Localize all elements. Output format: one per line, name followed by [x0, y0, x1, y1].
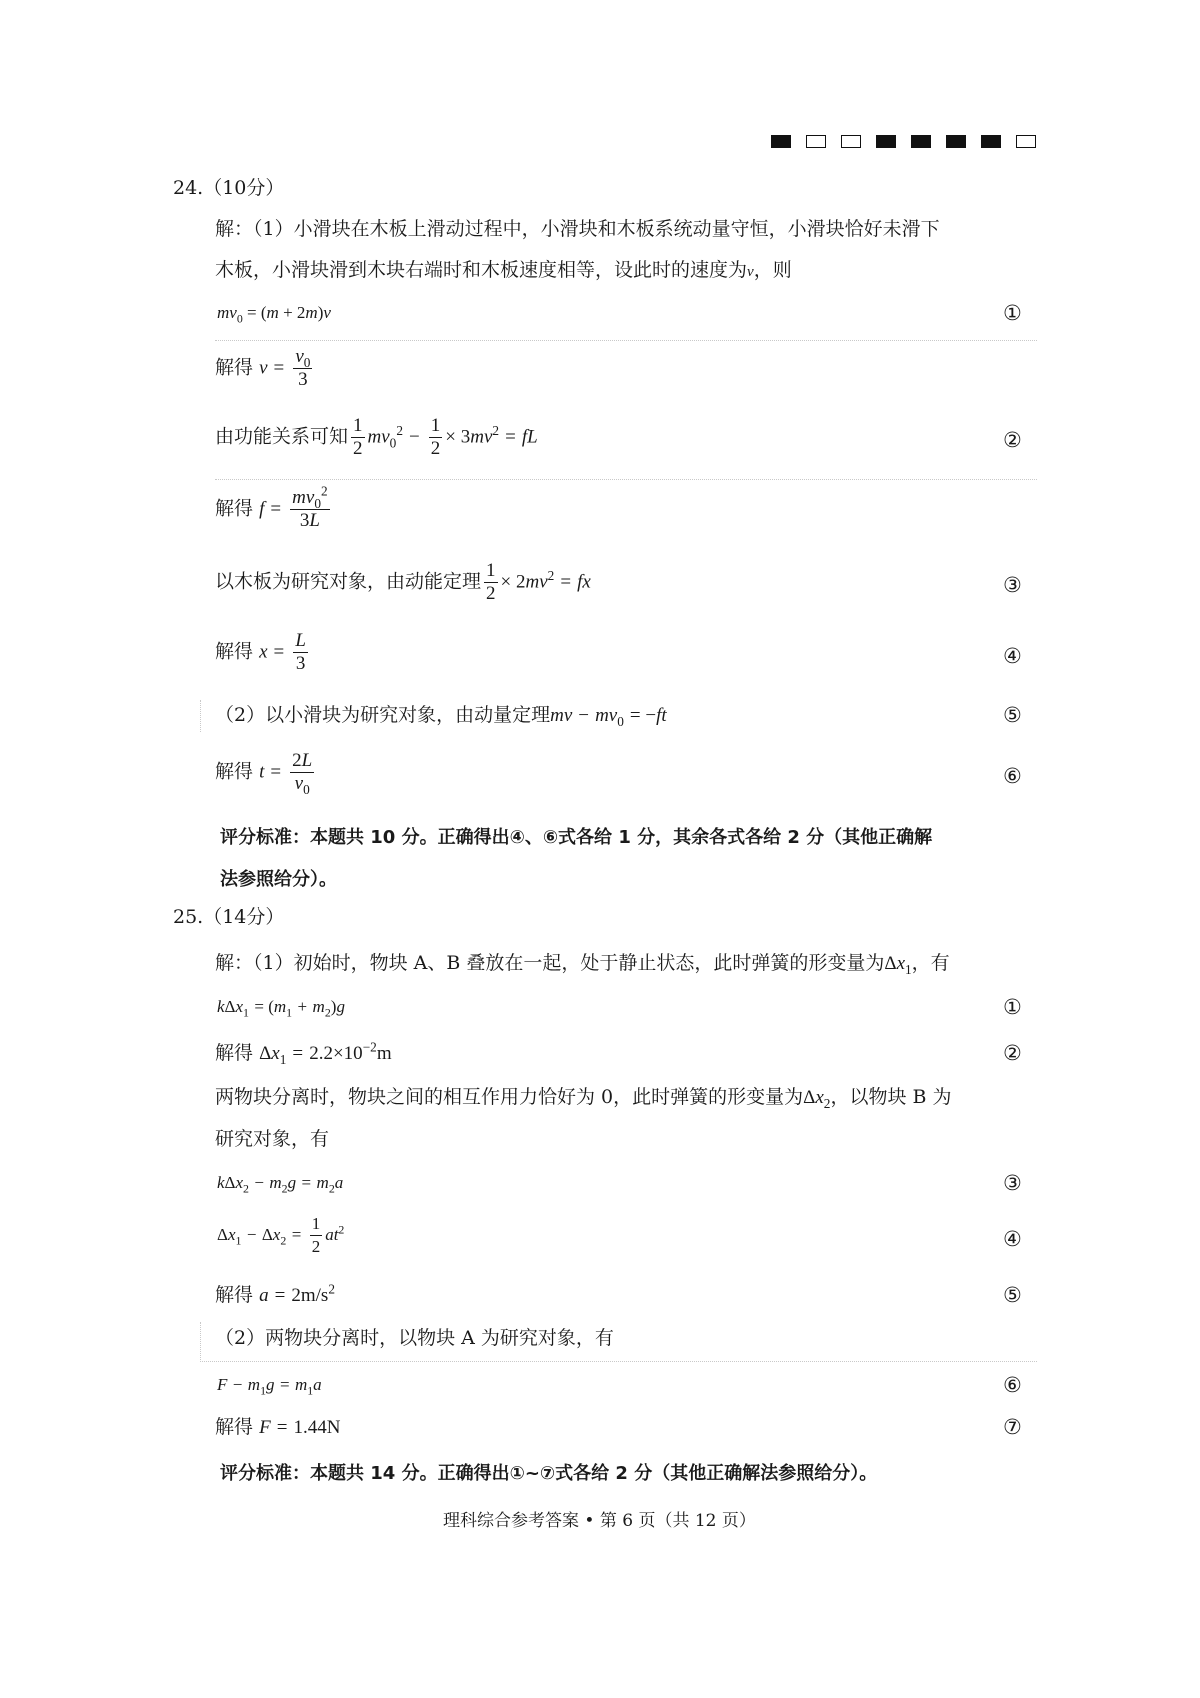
q25-eq5: 解得 $a = 2m/s^2$	[215, 1281, 335, 1306]
q25-eq7: 解得 F = 1.44N	[215, 1416, 341, 1438]
q24-eq2: 由功能关系可知 $\frac{1}{2}$ $mv_0^2$ − $\frac{1}{2}$ × $3mv^2$ = fL	[215, 415, 538, 459]
page-footer: 理科综合参考答案 • 第 6 页（共 12 页）	[443, 1511, 756, 1531]
q24-score: （10分）	[203, 177, 285, 199]
margin-dots	[200, 1322, 201, 1362]
q25-intro: 解：（1）初始时，物块 A、B 叠放在一起，处于静止状态，此时弹簧的形变量为$\Delta x_1$，有	[215, 952, 950, 977]
q25-part2: （2）两物块分离时，以物块 A 为研究对象，有	[215, 1327, 614, 1349]
divider	[200, 1361, 1037, 1362]
q25-eq6: $F - m_1g = m_1a$	[217, 1375, 322, 1398]
divider	[215, 479, 1037, 480]
q24-solve-x: 解得 x = $\frac{L}{3}$	[215, 630, 306, 674]
q25-score: （14分）	[203, 906, 285, 928]
header-mark-3	[841, 135, 861, 148]
q25-marker-4: ④	[1003, 1227, 1022, 1251]
q24-grading-line2: 法参照给分）。	[220, 869, 337, 890]
header-mark-2	[806, 135, 826, 148]
q25-marker-6: ⑥	[1003, 1373, 1022, 1397]
q24-eq1: $mv_0 = (m + 2m)v$	[217, 303, 331, 326]
q25-marker-2: ②	[1003, 1041, 1022, 1065]
q25-marker-3: ③	[1003, 1171, 1022, 1195]
header-mark-6	[946, 135, 966, 148]
q24-solve-t: 解得 t = $\frac{2L}{v_0}$	[215, 750, 313, 797]
header-mark-5	[911, 135, 931, 148]
q24-number: 24.	[173, 177, 204, 199]
q25-grading: 评分标准：本题共 14 分。正确得出①~⑦式各给 2 分（其他正确解法参照给分）。	[220, 1463, 878, 1484]
q25-marker-7: ⑦	[1003, 1415, 1022, 1439]
q24-intro-line2: 木板，小滑块滑到木块右端时和木板速度相等，设此时的速度为v，则	[215, 259, 792, 281]
header-mark-7	[981, 135, 1001, 148]
q24-marker-2: ②	[1003, 428, 1022, 452]
q25-sep-line1: 两物块分离时，物块之间的相互作用力恰好为 0，此时弹簧的形变量为$\Delta x_2$，以物块 B 为	[215, 1086, 952, 1111]
q25-heading	[173, 904, 284, 930]
q25-marker-5: ⑤	[1003, 1283, 1022, 1307]
header-mark-8	[1016, 135, 1036, 148]
q25-eq3: $k\Delta x_2 - m_2g = m_2a$	[217, 1173, 344, 1196]
header-mark-4	[876, 135, 896, 148]
q24-heading	[173, 175, 284, 201]
q24-solve-f: 解得 f = $\frac{mv_0^2}{3L}$	[215, 483, 328, 531]
q24-marker-1: ①	[1003, 301, 1022, 325]
q25-eq2: 解得 $\Delta x_1 = 2.2\times 10^{-2}m$	[215, 1039, 392, 1067]
q24-intro-line1: 解：（1）小滑块在木板上滑动过程中，小滑块和木板系统动量守恒，小滑块恰好未滑下	[215, 218, 940, 240]
q24-marker-3: ③	[1003, 573, 1022, 597]
q24-marker-4: ④	[1003, 644, 1022, 668]
q25-eq4: $\Delta x_1 - \Delta x_2$ = $\frac{1}{2}$ $at^2$	[217, 1214, 345, 1256]
margin-dots	[200, 700, 201, 732]
divider	[215, 340, 1037, 341]
q25-sep-line2: 研究对象，有	[215, 1128, 330, 1150]
q24-solve-v: 解得 v = $\frac{v_0}{3}$	[215, 346, 311, 390]
header-mark-1	[771, 135, 791, 148]
q25-number: 25.	[173, 906, 204, 928]
q25-marker-1: ①	[1003, 995, 1022, 1019]
q24-grading-line1: 评分标准：本题共 10 分。正确得出④、⑥式各给 1 分，其余各式各给 2 分（其他正确解	[220, 827, 933, 848]
q24-eq5: （2）以小滑块为研究对象，由动量定理mv − $mv_0 = -ft$	[215, 704, 667, 729]
q24-eq3: 以木板为研究对象，由动能定理 $\frac{1}{2}$ × $2mv^2$ = fx	[215, 560, 591, 604]
q24-marker-5: ⑤	[1003, 703, 1022, 727]
q25-eq1: $k\Delta x_1 = (m_1 + m_2)g$	[217, 997, 345, 1020]
q24-marker-6: ⑥	[1003, 764, 1022, 788]
